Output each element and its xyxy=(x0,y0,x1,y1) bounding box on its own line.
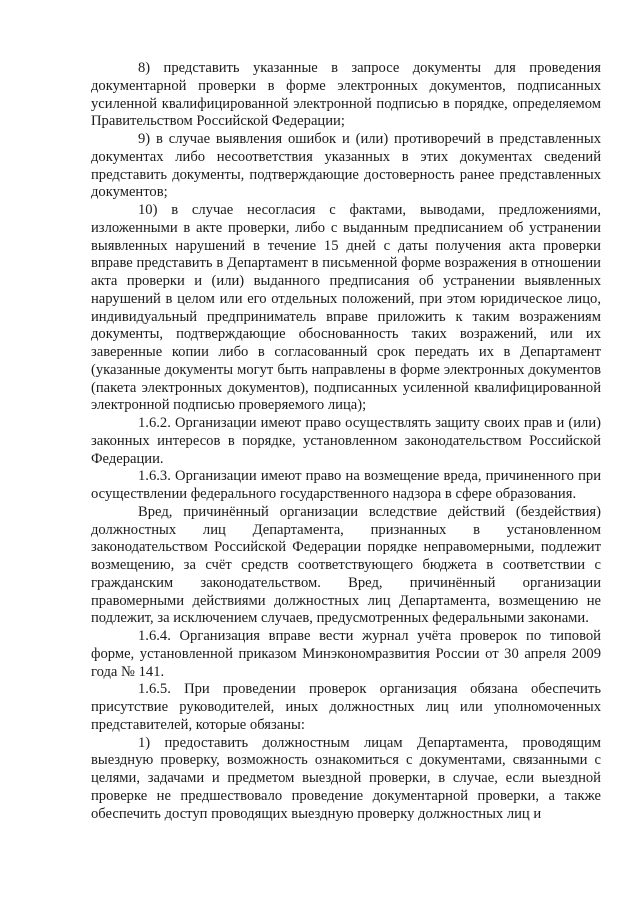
paragraph-item-8: 8) представить указанные в запросе документы для проведения документарной проверки в форме электронных документов, подписанных усиленной квалифицированной электронной подписью в порядке, определяемом Правительством Российской Федерации; xyxy=(91,60,601,130)
paragraph-harm: Вред, причинённый организации вследствие действий (бездействия) должностных лиц Департамента, признанных в установленном законодательством Российской Федерации порядке неправомерными, подлежит возмещению, за счёт средств соответствующего бюджета в соответствии с гражданским законодательством. Вред, причинённый организации правомерными действиями должностных лиц Департамента, возмещению не подлежит, за исключением случаев, предусмотренных федеральными законами. xyxy=(91,503,601,627)
paragraph-1-6-3: 1.6.3. Организации имеют право на возмещение вреда, причиненного при осуществлении федерального государственного надзора в сфере образования. xyxy=(91,468,601,502)
paragraph-1-6-2: 1.6.2. Организации имеют право осуществлять защиту своих прав и (или) законных интересов в порядке, установленном законодательством Российской Федерации. xyxy=(91,415,601,467)
paragraph-1-6-4: 1.6.4. Организация вправе вести журнал учёта проверок по типовой форме, установленной приказом Минэкономразвития России от 30 апреля 2009 года № 141. xyxy=(91,628,601,680)
document-page xyxy=(91,60,601,823)
paragraph-item-10: 10) в случае несогласия с фактами, выводами, предложениями, изложенными в акте проверки, либо с выданным предписанием об устранении выявленных нарушений в течение 15 дней с даты получения акта проверки вправе представить в Департамент в письменной форме возражения в отношении акта проверки и (или) выданного предписания об устранении выявленных нарушений в целом или его отдельных положений, при этом юридическое лицо, индивидуальный предприниматель вправе приложить к таким возражениям документы, подтверждающие обоснованность таких возражений, или их заверенные копии либо в согласованный срок передать их в Департамент (указанные документы могут быть направлены в форме электронных документов (пакета электронных документов), подписанных усиленной квалифицированной электронной подписью проверяемого лица); xyxy=(91,202,601,414)
paragraph-1-6-5: 1.6.5. При проведении проверок организация обязана обеспечить присутствие руководителей, иных должностных лиц или уполномоченных представителей, которые обязаны: xyxy=(91,681,601,733)
paragraph-item-1: 1) предоставить должностным лицам Департамента, проводящим выездную проверку, возможность ознакомиться с документами, связанными с целями, задачами и предметом выездной проверки, в случае, если выездной проверке не предшествовало проведение документарной проверки, а также обеспечить доступ проводящих выездную проверку должностных лиц и xyxy=(91,734,601,822)
paragraph-item-9: 9) в случае выявления ошибок и (или) противоречий в представленных документах либо несоответствия указанных в этих документах сведений представить документы, подтверждающие достоверность ранее представленных документов; xyxy=(91,131,601,201)
